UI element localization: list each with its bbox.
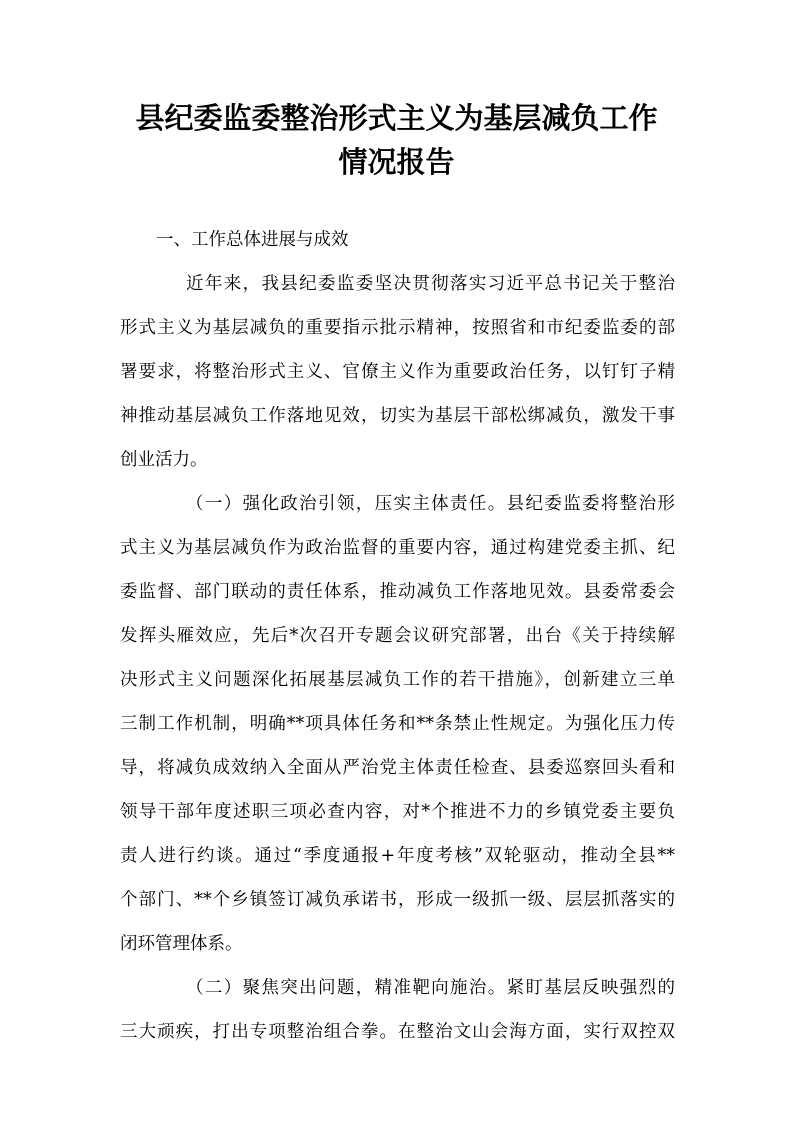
paragraph-1-line: 神推动基层减负工作落地见效，切实为基层干部松绑减负，激发干事 xyxy=(120,406,675,426)
paragraph-2-line: 个部门、**个乡镇签订减负承诺书，形成一级抓一级、层层抓落实的 xyxy=(120,890,675,910)
section-heading: 一、工作总体进展与成效 xyxy=(156,230,349,250)
paragraph-1-line: 署要求，将整治形式主义、官僚主义作为重要政治任务，以钉钉子精 xyxy=(120,362,675,382)
paragraph-3-line: （二）聚焦突出问题，精准靶向施治。紧盯基层反映强烈的 xyxy=(186,978,675,998)
paragraph-2-line: 委监督、部门联动的责任体系，推动减负工作落地见效。县委常委会 xyxy=(120,582,675,602)
paragraph-2-line: 闭环管理体系。 xyxy=(120,934,243,954)
paragraph-3-line: 三大顽疾，打出专项整治组合拳。在整治文山会海方面，实行双控双 xyxy=(120,1022,675,1042)
paragraph-2-line: 导，将减负成效纳入全面从严治党主体责任检查、县委巡察回头看和 xyxy=(120,758,675,778)
paragraph-2-line: 发挥头雁效应，先后*次召开专题会议研究部署，出台《关于持续解 xyxy=(120,626,675,646)
paragraph-1-line: 创业活力。 xyxy=(120,450,208,470)
document-title-line-1: 县纪委监委整治形式主义为基层减负工作 xyxy=(135,101,658,135)
paragraph-2-line: 式主义为基层减负作为政治监督的重要内容，通过构建党委主抓、纪 xyxy=(120,538,675,558)
paragraph-1-line: 形式主义为基层减负的重要指示批示精神，按照省和市纪委监委的部 xyxy=(120,318,675,338)
paragraph-1-line: 近年来，我县纪委监委坚决贯彻落实习近平总书记关于整治 xyxy=(186,274,675,294)
paragraph-2-line: 三制工作机制，明确**项具体任务和**条禁止性规定。为强化压力传 xyxy=(120,714,675,734)
paragraph-2-line: 领导干部年度述职三项必查内容，对*个推进不力的乡镇党委主要负 xyxy=(120,802,675,822)
paragraph-2-line: 决形式主义问题深化拓展基层减负工作的若干措施》，创新建立三单 xyxy=(120,670,675,690)
paragraph-2-line: （一）强化政治引领，压实主体责任。县纪委监委将整治形 xyxy=(186,494,675,514)
document-title-line-2: 情况报告 xyxy=(338,145,455,179)
paragraph-2-line: 责人进行约谈。通过“季度通报+年度考核”双轮驱动，推动全县** xyxy=(120,846,675,866)
